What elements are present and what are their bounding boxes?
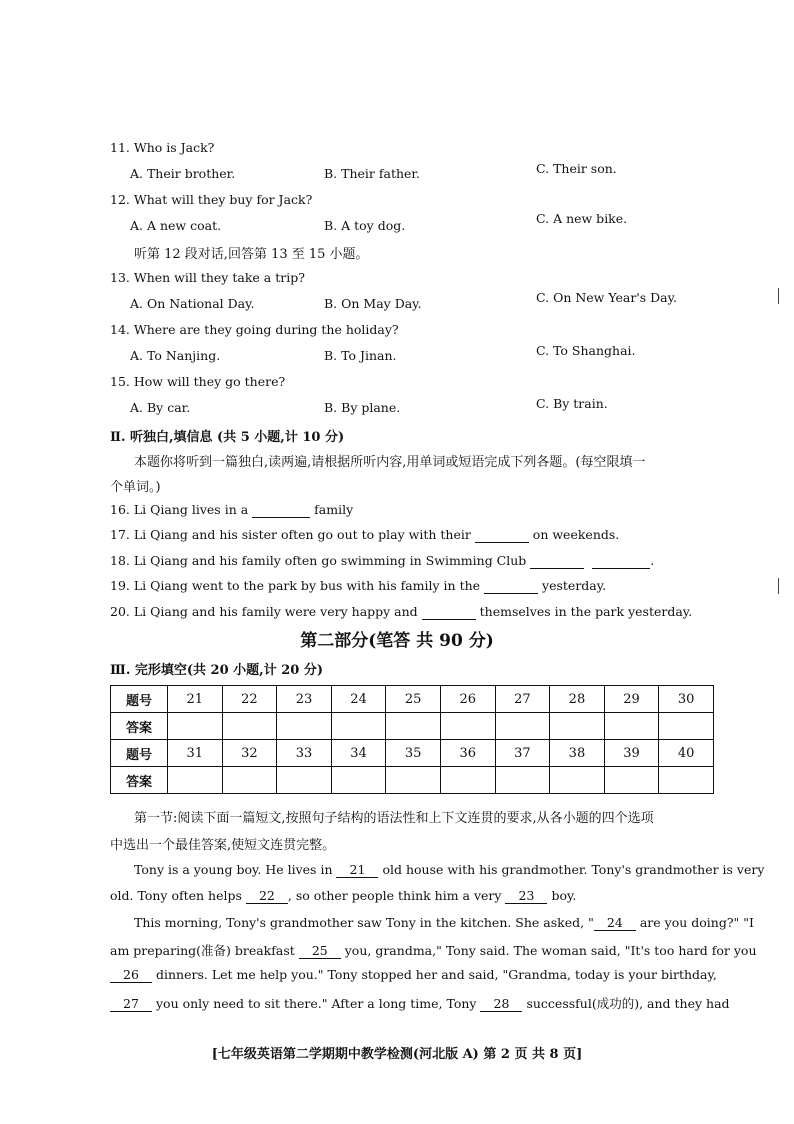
grid-number: 39 [604,740,659,767]
answer-cell[interactable] [659,713,714,740]
q17-text: 17. Li Qiang and his sister often go out to play with their [110,527,471,542]
q18-blank-1[interactable] [530,553,584,569]
scan-mark [778,578,779,594]
grid-number: 23 [277,686,332,713]
q14-option-c: C. To Shanghai. [536,343,636,358]
passage-text: Tony is a young boy. He lives in [134,862,333,877]
passage-text: boy. [551,888,577,903]
q15-option-a: A. By car. [130,400,191,415]
grid-number: 33 [277,740,332,767]
section-3-title: Ⅲ. 完形填空(共 20 小题,计 20 分) [110,663,323,678]
grid-number: 37 [495,740,550,767]
q18-text: 18. Li Qiang and his family often go swimming in Swimming Club [110,553,527,568]
q18-text-after: . [650,553,655,568]
answer-cell[interactable] [386,767,441,794]
q20-blank[interactable] [422,604,476,620]
grid-number: 34 [331,740,386,767]
q11-option-c: C. Their son. [536,161,617,176]
q19-text-after: yesterday. [542,578,607,593]
passage-text: dinners. Let me help you." Tony stopped her and said, "Grandma, today is your birthday, [155,967,717,982]
blank-24[interactable]: 24 [594,915,636,931]
passage-text: you only need to sit there." After a long time, Tony [155,996,477,1011]
q17-blank[interactable] [475,527,529,543]
question-12: 12. What will they buy for Jack? [110,192,313,207]
grid-number: 21 [168,686,223,713]
question-13: 13. When will they take a trip? [110,270,305,285]
grid-number: 26 [440,686,495,713]
grid-label-answer: 答案 [111,713,168,740]
grid-number: 32 [222,740,277,767]
grid-label-number: 题号 [111,686,168,713]
q14-option-a: A. To Nanjing. [130,348,221,363]
grid-number: 36 [440,740,495,767]
passage-line-2 [110,888,576,904]
section-2-instruction-line-2: 个单词。) [110,480,161,495]
section-2-instruction-line-1: 本题你将听到一篇独白,读两遍,请根据所听内容,用单词或短语完成下列各题。(每空限填一 [134,455,646,470]
q16-blank[interactable] [252,502,310,518]
q14-option-b: B. To Jinan. [324,348,397,363]
grid-number: 29 [604,686,659,713]
question-18 [110,553,654,569]
grid-number: 25 [386,686,441,713]
grid-number: 22 [222,686,277,713]
grid-number: 40 [659,740,714,767]
question-20 [110,604,692,620]
passage-line-6 [110,994,730,1012]
q12-option-a: A. A new coat. [130,218,222,233]
q17-text-after: on weekends. [532,527,620,542]
question-17 [110,527,619,543]
blank-21[interactable]: 21 [336,862,378,878]
answer-cell[interactable] [222,767,277,794]
answer-cell[interactable] [440,713,495,740]
passage-text: am preparing(准备) breakfast [110,943,295,958]
answer-cell[interactable] [277,767,332,794]
grid-row-answers-1 [111,713,714,740]
answer-cell[interactable] [604,767,659,794]
answer-cell[interactable] [386,713,441,740]
q20-text: 20. Li Qiang and his family were very happy and [110,604,418,619]
q18-blank-2[interactable] [592,553,650,569]
answer-cell[interactable] [495,767,550,794]
passage-line-3 [134,915,754,931]
q20-text-after: themselves in the park yesterday. [479,604,693,619]
q15-option-b: B. By plane. [324,400,401,415]
q13-option-a: A. On National Day. [130,296,255,311]
question-16 [110,502,353,518]
blank-27[interactable]: 27 [110,996,152,1012]
answer-cell[interactable] [550,713,605,740]
answer-cell[interactable] [440,767,495,794]
scan-mark [778,288,779,304]
q16-text-after: family [314,502,354,517]
blank-28[interactable]: 28 [480,996,522,1012]
jie1-instruction-line-1: 第一节:阅读下面一篇短文,按照句子结构的语法性和上下文连贯的要求,从各小题的四个选项 [134,811,654,826]
grid-number: 28 [550,686,605,713]
q12-option-c: C. A new bike. [536,211,628,226]
answer-cell[interactable] [277,713,332,740]
q13-option-b: B. On May Day. [324,296,422,311]
answer-cell[interactable] [604,713,659,740]
answer-cell[interactable] [168,713,223,740]
page-footer: [七年级英语第二学期期中教学检测(河北版 A) 第 2 页 共 8 页] [211,1047,583,1062]
grid-row-numbers-1 [111,686,714,713]
part-2-title: 第二部分(笔答 共 90 分) [300,631,494,651]
passage-text: are you doing?" "I [639,915,754,930]
answer-cell[interactable] [495,713,550,740]
q15-option-c: C. By train. [536,396,608,411]
section-2-title: Ⅱ. 听独白,填信息 (共 5 小题,计 10 分) [110,430,345,445]
answer-cell[interactable] [331,767,386,794]
q11-option-b: B. Their father. [324,166,420,181]
question-19 [110,578,606,594]
answer-cell[interactable] [168,767,223,794]
passage-text: successful(成功的), and they had [526,996,730,1011]
grid-number: 27 [495,686,550,713]
answer-cell[interactable] [331,713,386,740]
passage-text: old house with his grandmother. Tony's grandmother is very [382,862,765,877]
grid-number: 31 [168,740,223,767]
grid-row-answers-2 [111,767,714,794]
question-15: 15. How will they go there? [110,374,286,389]
passage-line-4 [110,941,757,959]
answer-cell[interactable] [222,713,277,740]
passage-text: , so other people think him a very [287,888,502,903]
question-11: 11. Who is Jack? [110,140,215,155]
q12-option-b: B. A toy dog. [324,218,406,233]
blank-25[interactable]: 25 [299,943,341,959]
jie1-instruction-line-2: 中选出一个最佳答案,使短文连贯完整。 [110,838,336,853]
q11-option-a: A. Their brother. [130,166,236,181]
q19-text: 19. Li Qiang went to the park by bus with his family in the [110,578,481,593]
answer-cell[interactable] [550,767,605,794]
passage-text: you, grandma," Tony said. The woman said, "It's too hard for you [344,943,757,958]
q13-option-c: C. On New Year's Day. [536,290,678,305]
grid-row-numbers-2 [111,740,714,767]
question-14: 14. Where are they going during the holiday? [110,322,399,337]
passage-text: old. Tony often helps [110,888,242,903]
blank-23[interactable]: 23 [505,888,547,904]
passage-text: This morning, Tony's grandmother saw Tony in the kitchen. She asked, " [134,915,594,930]
q16-text: 16. Li Qiang lives in a [110,502,249,517]
grid-label-answer: 答案 [111,767,168,794]
answer-grid [110,685,714,794]
passage-line-5 [110,967,717,983]
blank-22[interactable]: 22 [246,888,288,904]
instruction-12: 听第 12 段对话,回答第 13 至 15 小题。 [134,247,369,262]
grid-label-number: 题号 [111,740,168,767]
grid-number: 24 [331,686,386,713]
grid-number: 30 [659,686,714,713]
grid-number: 35 [386,740,441,767]
answer-cell[interactable] [659,767,714,794]
blank-26[interactable]: 26 [110,967,152,983]
grid-number: 38 [550,740,605,767]
q19-blank[interactable] [484,578,538,594]
passage-line-1 [134,862,764,878]
